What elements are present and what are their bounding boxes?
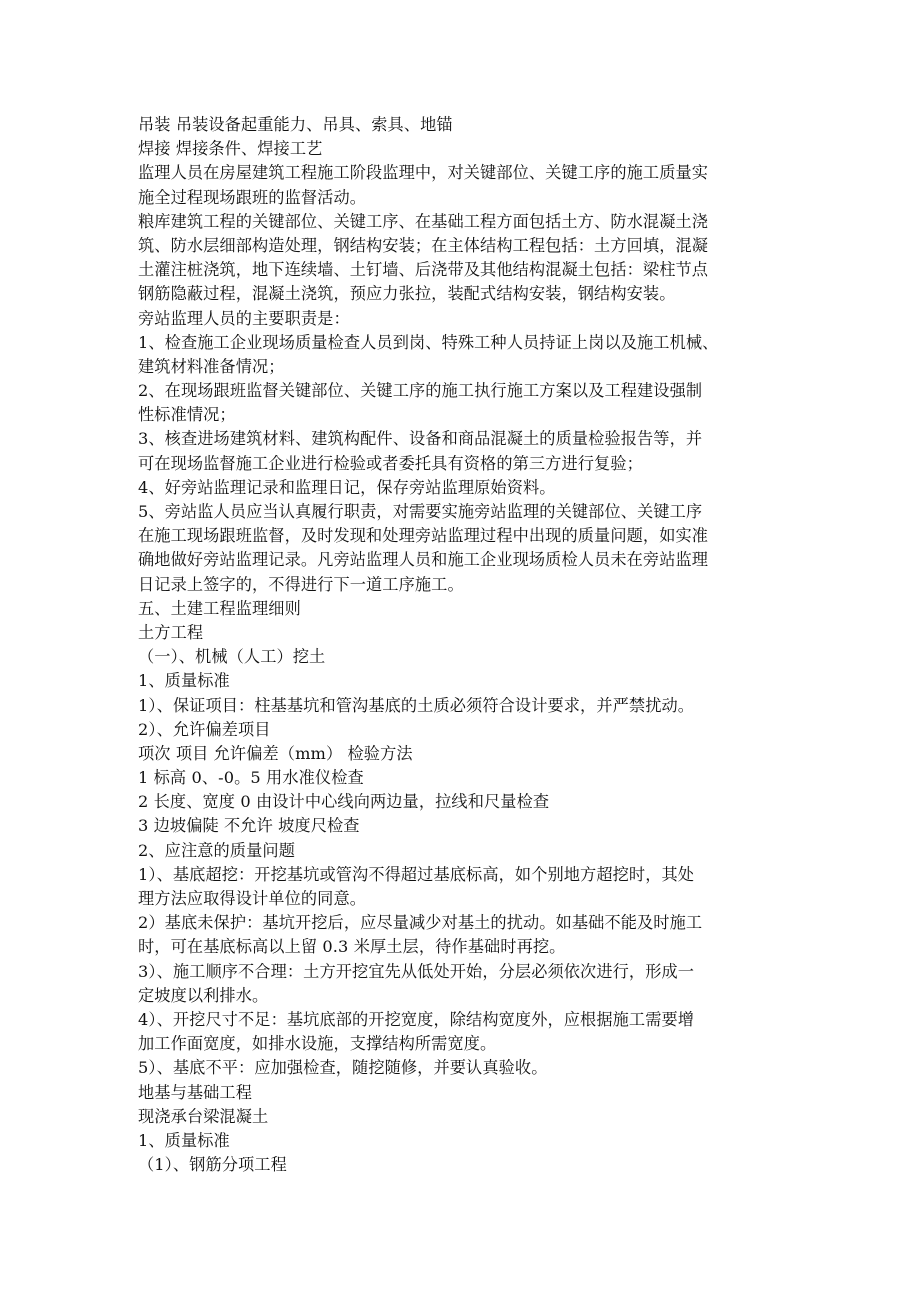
tolerance-table-row: 2 长度、宽度 0 由设计中心线向两边量，拉线和尺量检查 — [138, 792, 550, 812]
text-line: 钢筋隐蔽过程，混凝土浇筑，预应力张拉，装配式结构安装，钢结构安装。 — [138, 284, 676, 304]
tolerance-table-row: 1 标高 0、-0。5 用水准仪检查 — [138, 768, 364, 788]
text-line: 筑、防水层细部构造处理，钢结构安装；在主体结构工程包括：土方回填，混凝 — [138, 235, 709, 255]
document-body — [138, 113, 788, 1177]
subsection-heading: 现浇承台梁混凝土 — [138, 1106, 269, 1126]
text-line: 吊装 吊装设备起重能力、吊具、索具、地锚 — [138, 115, 453, 134]
text-line: 时，可在基底标高以上留 0.3 米厚土层，待作基础时再挖。 — [138, 937, 566, 957]
text-line: 3、核查进场建筑材料、建筑构配件、设备和商品混凝土的质量检验报告等，并 — [138, 429, 703, 449]
text-line: 可在现场监督施工企业进行检验或者委托具有资格的第三方进行复验； — [138, 453, 643, 473]
section-heading: 五、土建工程监理细则 — [138, 598, 301, 618]
text-line: 土灌注桩浇筑，地下连续墙、土钉墙、后浇带及其他结构混凝土包括：梁柱节点 — [138, 260, 709, 280]
text-line: 2）、允许偏差项目 — [138, 719, 271, 739]
text-line: 施全过程现场跟班的监督活动。 — [138, 187, 367, 207]
text-line: 加工作面宽度，如排水设施，支撑结构所需宽度。 — [138, 1034, 497, 1054]
text-line: 2、在现场跟班监督关键部位、关键工序的施工执行施工方案以及工程建设强制 — [138, 381, 703, 401]
text-line: 在施工现场跟班监督，及时发现和处理旁站监理过程中出现的质量问题，如实准 — [138, 526, 709, 546]
subsection-heading: 土方工程 — [138, 622, 204, 642]
text-line: 5、旁站监人员应当认真履行职责，对需要实施旁站监理的关键部位、关键工序 — [138, 502, 703, 521]
text-line: 4、好旁站监理记录和监理日记，保存旁站监理原始资料。 — [138, 477, 556, 497]
text-line: 2）基底未保护：基坑开挖后，应尽量减少对基土的扰动。如基础不能及时施工 — [138, 913, 703, 933]
text-line: 4）、开挖尺寸不足：基坑底部的开挖宽度，除结构宽度外，应根据施工需要增 — [138, 1009, 695, 1029]
text-line: （1）、钢筋分项工程 — [138, 1155, 287, 1175]
text-line: 1、质量标准 — [138, 671, 230, 691]
text-line: 5）、基底不平：应加强检查，随挖随修，并要认真验收。 — [138, 1058, 548, 1078]
text-line: 粮库建筑工程的关键部位、关键工序、在基础工程方面包括土方、防水混凝土浇 — [138, 211, 709, 231]
subsection-heading: 地基与基础工程 — [138, 1082, 253, 1102]
text-line: 1）、保证项目：柱基基坑和管沟基底的土质必须符合设计要求，并严禁扰动。 — [138, 695, 695, 715]
text-line: 建筑材料准备情况； — [138, 356, 285, 376]
text-line: 性标准情况； — [138, 405, 236, 425]
subsection-heading: （一）、机械（人工）挖土 — [138, 647, 326, 667]
text-line: 1、质量标准 — [138, 1130, 230, 1150]
text-line: 定坡度以利排水。 — [138, 985, 269, 1005]
text-line: 日记录上签字的，不得进行下一道工序施工。 — [138, 574, 464, 594]
text-line: 1）、基底超挖：开挖基坑或管沟不得超过基底标高，如个别地方超挖时，其处 — [138, 864, 695, 884]
text-line: 3）、施工顺序不合理：土方开挖宜先从低处开始，分层必须依次进行，形成一 — [138, 961, 695, 981]
text-line: 监理人员在房屋建筑工程施工阶段监理中，对关键部位、关键工序的施工质量实 — [138, 163, 709, 183]
text-line: 1、检查施工企业现场质量检查人员到岗、特殊工种人员持证上岗以及施工机械、 — [138, 332, 719, 352]
tolerance-table-row: 3 边坡偏陡 不允许 坡度尺检查 — [138, 816, 360, 836]
text-line: 确地做好旁站监理记录。凡旁站监理人员和施工企业现场质检人员未在旁站监理 — [138, 550, 709, 570]
tolerance-table-header: 项次 项目 允许偏差（mm） 检验方法 — [138, 743, 413, 763]
text-line: 2、应注意的质量问题 — [138, 840, 295, 860]
text-line: 旁站监理人员的主要职责是： — [138, 308, 350, 328]
text-line: 理方法应取得设计单位的同意。 — [138, 889, 367, 908]
text-line: 焊接 焊接条件、焊接工艺 — [138, 139, 323, 159]
